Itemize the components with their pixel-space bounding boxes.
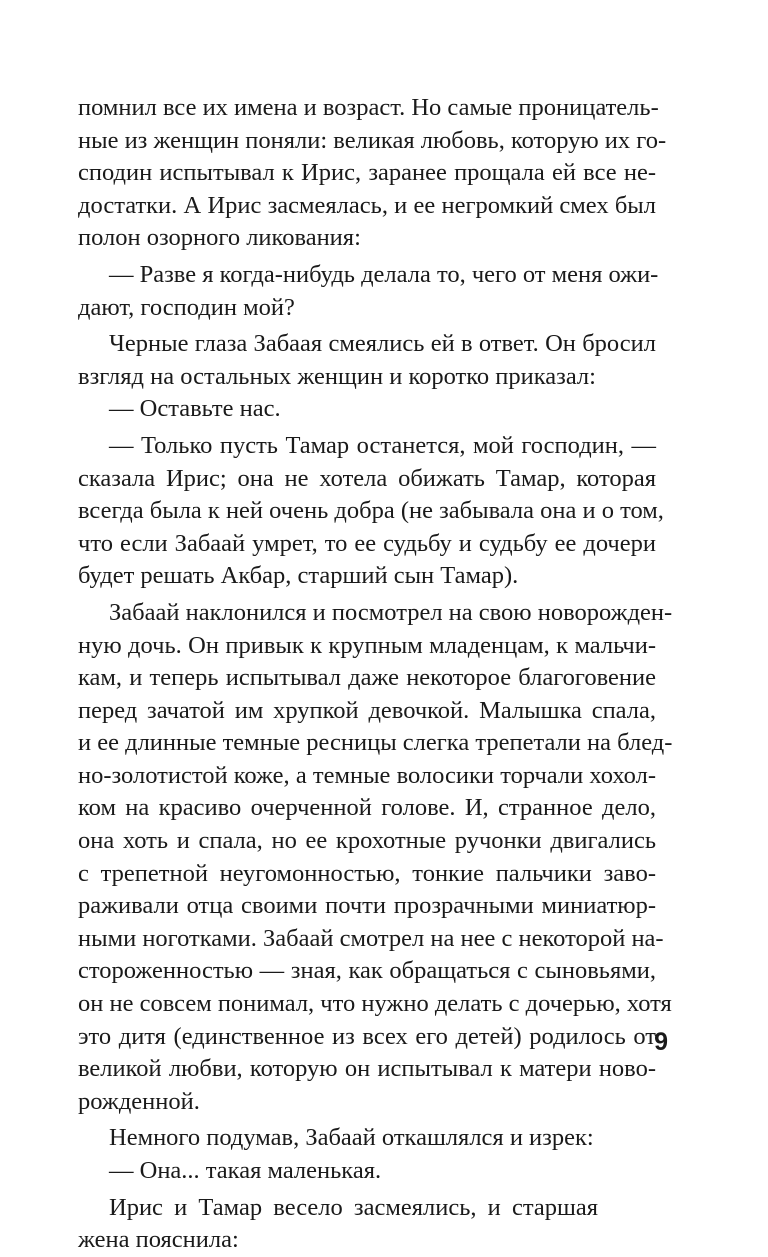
text-line: стороженностью — зная, как обращаться с сыновьями, (78, 957, 656, 985)
text-line: он не совсем понимал, что нужно делать с дочерью, хотя (78, 990, 672, 1018)
text-line: жена пояснила: (78, 1226, 239, 1254)
text-line: полон озорного ликования: (78, 224, 361, 252)
text-line: с трепетной неугомонностью, тонкие пальчики заво- (78, 859, 656, 887)
text-line: сказала Ирис; она не хотела обижать Тамар, которая (78, 464, 656, 492)
paragraph (78, 1192, 656, 1257)
text-line: — Разве я когда-нибудь делала то, чего от меня ожи- (109, 260, 659, 288)
text-line: и ее длинные темные ресницы слегка трепетали на блед- (78, 729, 673, 757)
text-line: помнил все их имена и возраст. Но самые проницатель- (78, 94, 659, 121)
text-line: ными ноготками. Забаай смотрел на нее с некоторой на- (78, 924, 664, 952)
text-line: взгляд на остальных женщин и коротко приказал: (78, 362, 596, 390)
paragraph (78, 597, 673, 1119)
text-line: раживали отца своими почти прозрачными миниатюр- (78, 892, 656, 920)
text-line: сподин испытывал к Ирис, заранее прощала ей все не- (78, 159, 656, 187)
paragraph (78, 430, 664, 593)
text-line: дают, господин мой? (78, 293, 295, 321)
text-line: но-золотистой коже, а темные волосики торчали хохол- (78, 761, 656, 789)
page-number: 9 (654, 1028, 668, 1056)
paragraph (78, 393, 656, 426)
text-line: это дитя (единственное из всех его детей) родилось от (78, 1022, 656, 1050)
text-line: рожденной. (78, 1087, 200, 1115)
text-line: кам, и теперь испытывал даже некоторое благоговение (78, 664, 656, 692)
text-line: ком на красиво очерченной голове. И, странное дело, (78, 794, 656, 822)
text-line: ные из женщин поняли: великая любовь, которую их го- (78, 126, 667, 154)
paragraph (78, 259, 659, 324)
text-line: — Она... такая маленькая. (109, 1157, 382, 1184)
text-line: Ирис и Тамар весело засмеялись, и старшая (109, 1193, 598, 1221)
paragraph (78, 1155, 656, 1188)
paragraph (78, 328, 656, 393)
text-line: будет решать Акбар, старший сын Тамар). (78, 562, 519, 590)
text-line: Забаай наклонился и посмотрел на свою новорожден- (109, 598, 673, 626)
text-line: ную дочь. Он привык к крупным младенцам, к мальчи- (78, 631, 656, 659)
text-line: перед зачатой им хрупкой девочкой. Малышка спала, (78, 696, 656, 724)
text-line: — Только пусть Тамар останется, мой господин, — (109, 431, 656, 459)
body-text (78, 92, 673, 1257)
paragraph (78, 1122, 656, 1155)
text-line: — Оставьте нас. (109, 395, 281, 423)
text-line: великой любви, которую он испытывал к матери ново- (78, 1055, 656, 1083)
text-line: достатки. А Ирис засмеялась, и ее негромкий смех был (78, 191, 656, 219)
text-line: Черные глаза Забаая смеялись ей в ответ. Он бросил (109, 330, 656, 358)
text-line: она хоть и спала, но ее крохотные ручонки двигались (78, 827, 656, 855)
text-line: что если Забаай умрет, то ее судьбу и судьбу ее дочери (78, 529, 656, 557)
text-line: всегда была к ней очень добра (не забывала она и о том, (78, 497, 664, 525)
paragraph (78, 92, 667, 255)
text-line: Немного подумав, Забаай откашлялся и изрек: (109, 1124, 594, 1152)
